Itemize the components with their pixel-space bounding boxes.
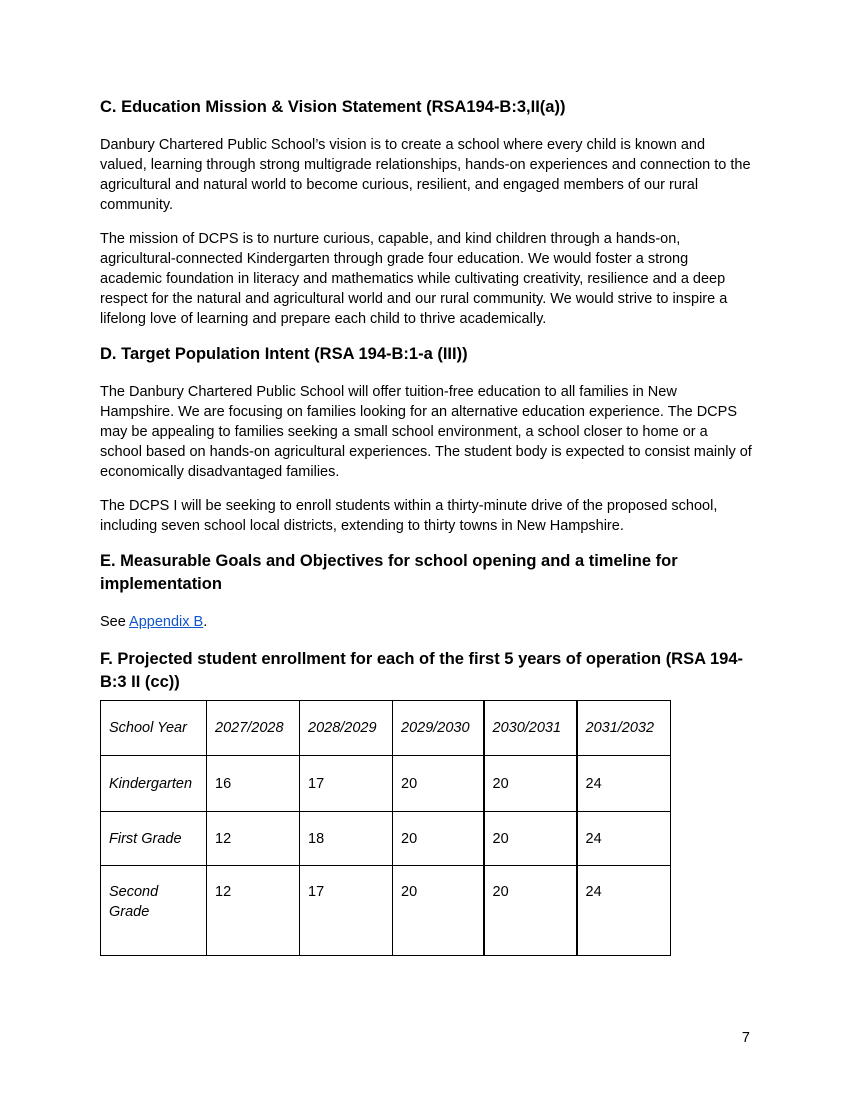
table-cell: First Grade bbox=[101, 812, 207, 866]
vision-paragraph: Danbury Chartered Public School’s vision is to create a school where every child is known and valued, learning through strong multigrade relationships, hands-on experiences and connection to the agricultural and natural world to become curious, resilient, and engaged members of our rural community. bbox=[100, 137, 751, 213]
see-suffix: . bbox=[203, 614, 208, 630]
target-population-paragraph: The Danbury Chartered Public School will offer tuition-free education to all families in New Hampshire. We are focusing on families looking for an alternative education experience. The DCPS may be appealing to families seeking a small school environment, a school closer to home or a school based on hands-on agricultural experiences. The student body is expected to consist mainly of economically disadvantaged families. bbox=[100, 384, 752, 480]
table-row bbox=[101, 812, 671, 866]
section-d-heading: D. Target Population Intent (RSA 194-B:1-a (III)) bbox=[100, 345, 468, 363]
table-cell: 2029/2030 bbox=[393, 701, 484, 756]
table-cell: 20 bbox=[484, 812, 577, 866]
table-cell: 18 bbox=[300, 812, 393, 866]
table-cell: 2031/2032 bbox=[577, 701, 671, 756]
document-page bbox=[100, 96, 752, 956]
table-cell: Second Grade bbox=[101, 866, 207, 956]
section-e-heading: E. Measurable Goals and Objectives for school opening and a timeline for implementation bbox=[100, 552, 678, 593]
table-cell: 16 bbox=[207, 756, 300, 812]
table-cell: 20 bbox=[393, 812, 484, 866]
table-cell: 17 bbox=[300, 756, 393, 812]
table-cell: 20 bbox=[484, 756, 577, 812]
table-cell: School Year bbox=[101, 701, 207, 756]
table-cell: 2030/2031 bbox=[484, 701, 577, 756]
table-cell: 24 bbox=[577, 812, 671, 866]
table-cell: 20 bbox=[484, 866, 577, 956]
section-f-heading: F. Projected student enrollment for each of the first 5 years of operation (RSA 194-B:3 II (cc)) bbox=[100, 650, 744, 691]
table-row bbox=[101, 756, 671, 812]
table-cell: 24 bbox=[577, 866, 671, 956]
table-cell: 20 bbox=[393, 866, 484, 956]
table-cell: 12 bbox=[207, 866, 300, 956]
enrollment-table bbox=[100, 700, 671, 956]
mission-paragraph: The mission of DCPS is to nurture curious, capable, and kind children through a hands-on, agricultural-connected Kindergarten through grade four education. We would foster a strong academic foundation in literacy and mathematics while cultivating creativity, resilience and a deep respect for the natural and agricultural world and our rural community. We would strive to inspire a lifelong love of learning and prepare each child to thrive academically. bbox=[100, 231, 728, 327]
table-cell: 2028/2029 bbox=[300, 701, 393, 756]
enrollment-area-paragraph: The DCPS I will be seeking to enroll students within a thirty-minute drive of the proposed school, including seven school local districts, extending to thirty towns in New Hampshire. bbox=[100, 498, 718, 534]
see-appendix-line bbox=[100, 612, 752, 632]
table-cell: 2027/2028 bbox=[207, 701, 300, 756]
table-cell: 20 bbox=[393, 756, 484, 812]
table-cell: 24 bbox=[577, 756, 671, 812]
table-cell: 17 bbox=[300, 866, 393, 956]
table-cell: 12 bbox=[207, 812, 300, 866]
table-cell: Kindergarten bbox=[101, 756, 207, 812]
see-prefix: See bbox=[100, 614, 130, 630]
section-c-heading: C. Education Mission & Vision Statement (RSA194-B:3,II(a)) bbox=[100, 98, 566, 116]
appendix-b-link[interactable]: Appendix B bbox=[129, 614, 204, 630]
table-row bbox=[101, 866, 671, 956]
page-number: 7 bbox=[741, 1030, 750, 1046]
table-header-row bbox=[101, 701, 671, 756]
